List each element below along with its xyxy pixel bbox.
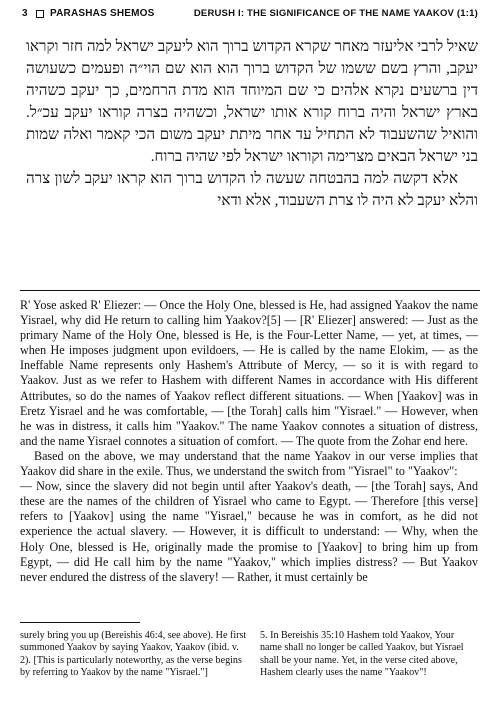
parasha-title: PARASHAS SHEMOS <box>50 8 155 19</box>
derush-title: DERUSH I: THE SIGNIFICANCE OF THE NAME YAAKOV (1:1) <box>193 8 478 19</box>
hebrew-paragraph-1: שאיל לרבי אליעזר מאחר שקרא הקדוש ברוך הוא ליעקב ישראל למה חזר וקראו יעקב, והרץ בשם ששמו של הקדוש ברוך הוא הוא שם הוי״ה ופעמים כשעושה דין ברשעים נקרא אלהים כי שם המיוחד הוא מדת הרחמים, כך יעקב כשהיה בארץ ישראל והיה ברוח קורא אותו ישראל, וכשהיה בצרה קוראו יעקב עכ״ל. והואיל שהשעבוד לא התחיל עד אחר מיתת יעקב משום הכי קאמר ואלה שמות בני ישראל הבאים מצרימה וקוראו ישראל לפי שהיה ברוח. <box>26 38 478 165</box>
footnote-5: 5. In Bereishis 35:10 Hashem told Yaakov, Your name shall no longer be called Yaakov, but Yisrael shall be your name. Yet, in the verse cited above, Hashem clearly uses the name "Yaakov"! <box>260 630 464 679</box>
header-box-ornament <box>36 10 44 18</box>
hebrew-main-text <box>26 36 478 212</box>
running-header <box>22 8 478 24</box>
english-commentary <box>20 298 478 585</box>
hebrew-paragraph-2: אלא דקשה למה בהבטחה שעשה לו הקדוש ברוך הוא קראו יעקב לשון צרה והלא יעקב לא היה לו צרת השעבוד, אלא ודאי <box>26 170 478 209</box>
english-paragraph-2: Based on the above, we may understand that the name Yaakov in our verse implies that Yaakov did share in the exile. Thus, we understand the switch from "Yisrael" to "Yaakov": <box>20 448 478 479</box>
english-paragraph-1: R' Yose asked R' Eliezer: — Once the Holy One, blessed is He, had assigned Yaakov the name Yisrael, why did He return to calling him Yaakov?[5] — [R' Eliezer] answered: — Just as the primary Name of the Holy One, blessed is He, is the Four-Letter Name, — yet, at times, — when He imposes judgment upon evildoers, — He is called by the name Elokim, — as the Ineffable Name represents only Hashem's Attribute of Mercy, — so it is with regard to Yaakov. Just as we refer to Hashem with different Names in accordance with His different Attributes, so do the names of Yaakov reflect different situations. — When [Yaakov] was in Eretz Yisrael and he was comfortable, — [the Torah] calls him "Yisrael." — However, when he was in distress, it calls him "Yaakov." The name Yaakov connotes a situation of distress, and the name Yisrael connotes a situation of comfort. — The quote from the Zohar end here. <box>20 298 478 448</box>
footnote-divider <box>20 622 140 623</box>
section-divider <box>20 290 480 291</box>
footnote-continued: surely bring you up (Bereishis 46:4, see above). He first summoned Yaakov by saying Yaakov, Yaakov (ibid. v. 2). [This is particularly noteworthy, as the verse begins by referring to Yaakov by the name "Yisrael."] <box>20 630 247 679</box>
page-number: 3 <box>22 8 28 19</box>
english-paragraph-3: — Now, since the slavery did not begin until after Yaakov's death, — [the Torah] says, And these are the names of the children of Yisrael who came to Egypt. — Therefore [this verse] refers to [Yaakov] using the name "Yisrael," because he was in comfort, as he did not experience the actual slavery. — However, it is difficult to understand: — Why, when the Holy One, blessed is He, originally made the promise to [Yaakov] to bring him up from Egypt, — did He call him by the name "Yaakov," which implies distress? — But Yaakov never endured the distress of the slavery! — Rather, it must certainly be <box>20 479 478 584</box>
